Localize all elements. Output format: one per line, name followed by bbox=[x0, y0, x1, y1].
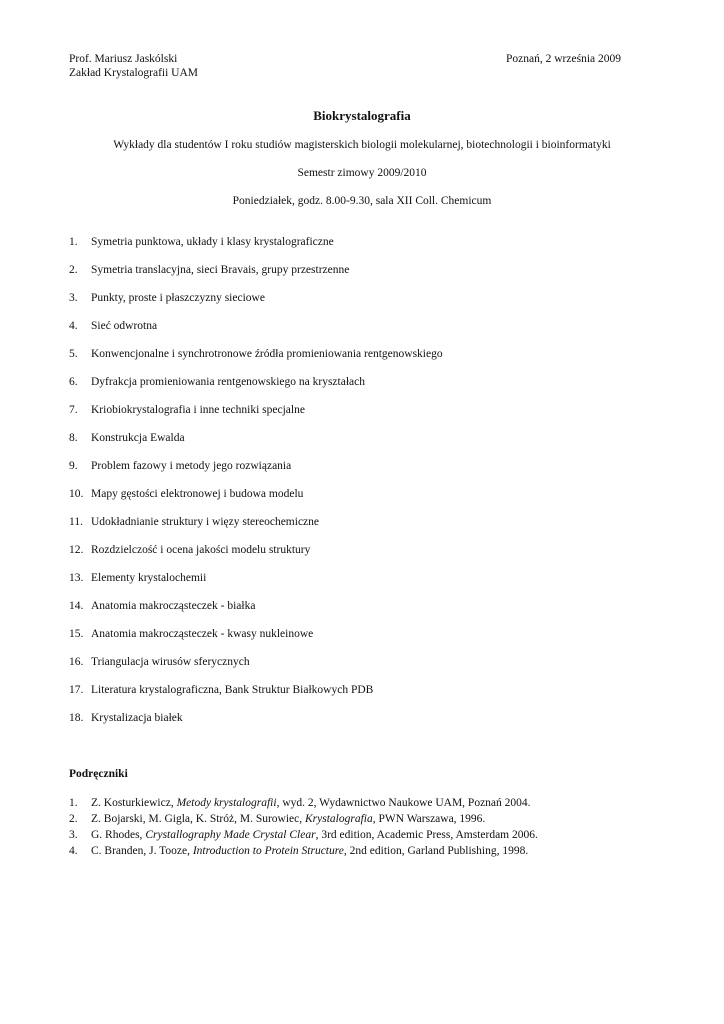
topic-number: 5. bbox=[69, 348, 78, 360]
place-date: Poznań, 2 września 2009 bbox=[506, 53, 621, 65]
topic-text: Anatomia makrocząsteczek - kwasy nukleinowe bbox=[91, 628, 314, 640]
textbook-number: 2. bbox=[69, 813, 78, 825]
topic-text: Triangulacja wirusów sferycznych bbox=[91, 656, 250, 668]
topic-item bbox=[69, 459, 443, 487]
textbook-item bbox=[69, 812, 538, 828]
textbooks-heading: Podręczniki bbox=[69, 768, 128, 780]
department-name: Zakład Krystalografii UAM bbox=[69, 67, 199, 79]
textbook-number: 4. bbox=[69, 845, 78, 857]
topic-number: 8. bbox=[69, 432, 78, 444]
topic-item bbox=[69, 403, 443, 431]
document-title: Biokrystalografia bbox=[313, 108, 411, 123]
textbook-item bbox=[69, 828, 538, 844]
topic-text: Krystalizacja białek bbox=[91, 712, 183, 724]
topic-text: Problem fazowy i metody jego rozwiązania bbox=[91, 460, 292, 472]
textbook-item bbox=[69, 844, 538, 860]
textbook-item bbox=[69, 796, 538, 812]
topic-item bbox=[69, 655, 443, 683]
topic-number: 12. bbox=[69, 544, 84, 556]
topic-text: Mapy gęstości elektronowej i budowa modelu bbox=[91, 488, 304, 500]
textbook-title: Introduction to Protein Structure bbox=[192, 845, 344, 857]
topic-number: 6. bbox=[69, 376, 78, 388]
topic-number: 15. bbox=[69, 628, 84, 640]
topic-number: 17. bbox=[69, 684, 84, 696]
textbook-details: , 3rd edition, Academic Press, Amsterdam 2006. bbox=[315, 829, 538, 841]
topic-item bbox=[69, 515, 443, 543]
author-name: Prof. Mariusz Jaskólski bbox=[69, 53, 178, 65]
topic-text: Sieć odwrotna bbox=[91, 320, 158, 332]
textbook-details: , wyd. 2, Wydawnictwo Naukowe UAM, Poznań 2004. bbox=[276, 797, 531, 809]
topic-text: Rozdzielczość i ocena jakości modelu struktury bbox=[91, 544, 311, 556]
topic-number: 10. bbox=[69, 488, 84, 500]
topic-item bbox=[69, 263, 443, 291]
audience-line: Wykłady dla studentów I roku studiów magisterskich biologii molekularnej, biotechnologii i bioinformatyki bbox=[113, 139, 611, 151]
semester-line: Semestr zimowy 2009/2010 bbox=[297, 167, 427, 179]
topic-item bbox=[69, 627, 443, 655]
topic-number: 13. bbox=[69, 572, 84, 584]
topic-item bbox=[69, 683, 443, 711]
topics-list bbox=[69, 235, 443, 739]
textbook-authors: C. Branden, J. Tooze, bbox=[91, 845, 193, 857]
topic-text: Konwencjonalne i synchrotronowe źródła promieniowania rentgenowskiego bbox=[91, 348, 443, 360]
topic-item bbox=[69, 291, 443, 319]
topic-number: 16. bbox=[69, 656, 84, 668]
textbook-details: , 2nd edition, Garland Publishing, 1998. bbox=[343, 845, 529, 857]
topic-text: Symetria punktowa, układy i klasy krystalograficzne bbox=[91, 236, 334, 248]
topic-item bbox=[69, 319, 443, 347]
textbook-authors: G. Rhodes, bbox=[91, 829, 146, 841]
textbook-title: Crystallography Made Crystal Clear bbox=[145, 829, 316, 841]
topic-item bbox=[69, 599, 443, 627]
textbook-number: 3. bbox=[69, 829, 78, 841]
topic-text: Dyfrakcja promieniowania rentgenowskiego na kryształach bbox=[91, 376, 365, 388]
topic-text: Literatura krystalograficzna, Bank Struktur Białkowych PDB bbox=[91, 684, 374, 696]
textbook-details: , PWN Warszawa, 1996. bbox=[372, 813, 486, 825]
topic-number: 9. bbox=[69, 460, 78, 472]
topic-item bbox=[69, 347, 443, 375]
schedule-line: Poniedziałek, godz. 8.00-9.30, sala XII Coll. Chemicum bbox=[232, 195, 492, 207]
textbook-authors: Z. Kosturkiewicz, bbox=[91, 797, 177, 809]
textbook-number: 1. bbox=[69, 797, 78, 809]
topic-text: Symetria translacyjna, sieci Bravais, grupy przestrzenne bbox=[91, 264, 350, 276]
topic-number: 14. bbox=[69, 600, 84, 612]
textbook-title: Krystalografia bbox=[305, 813, 373, 825]
topic-item bbox=[69, 571, 443, 599]
topic-text: Udokładnianie struktury i więzy stereochemiczne bbox=[91, 516, 320, 528]
topic-number: 18. bbox=[69, 712, 84, 724]
topic-number: 11. bbox=[69, 516, 83, 528]
author-block bbox=[69, 52, 198, 80]
topic-item bbox=[69, 711, 443, 739]
topic-text: Punkty, proste i płaszczyzny sieciowe bbox=[91, 292, 265, 304]
topic-text: Anatomia makrocząsteczek - białka bbox=[91, 600, 256, 612]
topic-number: 1. bbox=[69, 236, 78, 248]
topic-item bbox=[69, 375, 443, 403]
topic-number: 2. bbox=[69, 264, 78, 276]
topic-number: 7. bbox=[69, 404, 78, 416]
topic-number: 4. bbox=[69, 320, 78, 332]
textbook-authors: Z. Bojarski, M. Gigla, K. Stróż, M. Surowiec, bbox=[91, 813, 306, 825]
topic-text: Elementy krystalochemii bbox=[91, 572, 207, 584]
textbooks-list bbox=[69, 796, 538, 860]
topic-item bbox=[69, 431, 443, 459]
topic-number: 3. bbox=[69, 292, 78, 304]
topic-item bbox=[69, 543, 443, 571]
topic-text: Konstrukcja Ewalda bbox=[91, 432, 185, 444]
topic-item bbox=[69, 487, 443, 515]
topic-text: Kriobiokrystalografia i inne techniki specjalne bbox=[91, 404, 305, 416]
topic-item bbox=[69, 235, 443, 263]
textbook-title: Metody krystalografii bbox=[176, 797, 277, 809]
